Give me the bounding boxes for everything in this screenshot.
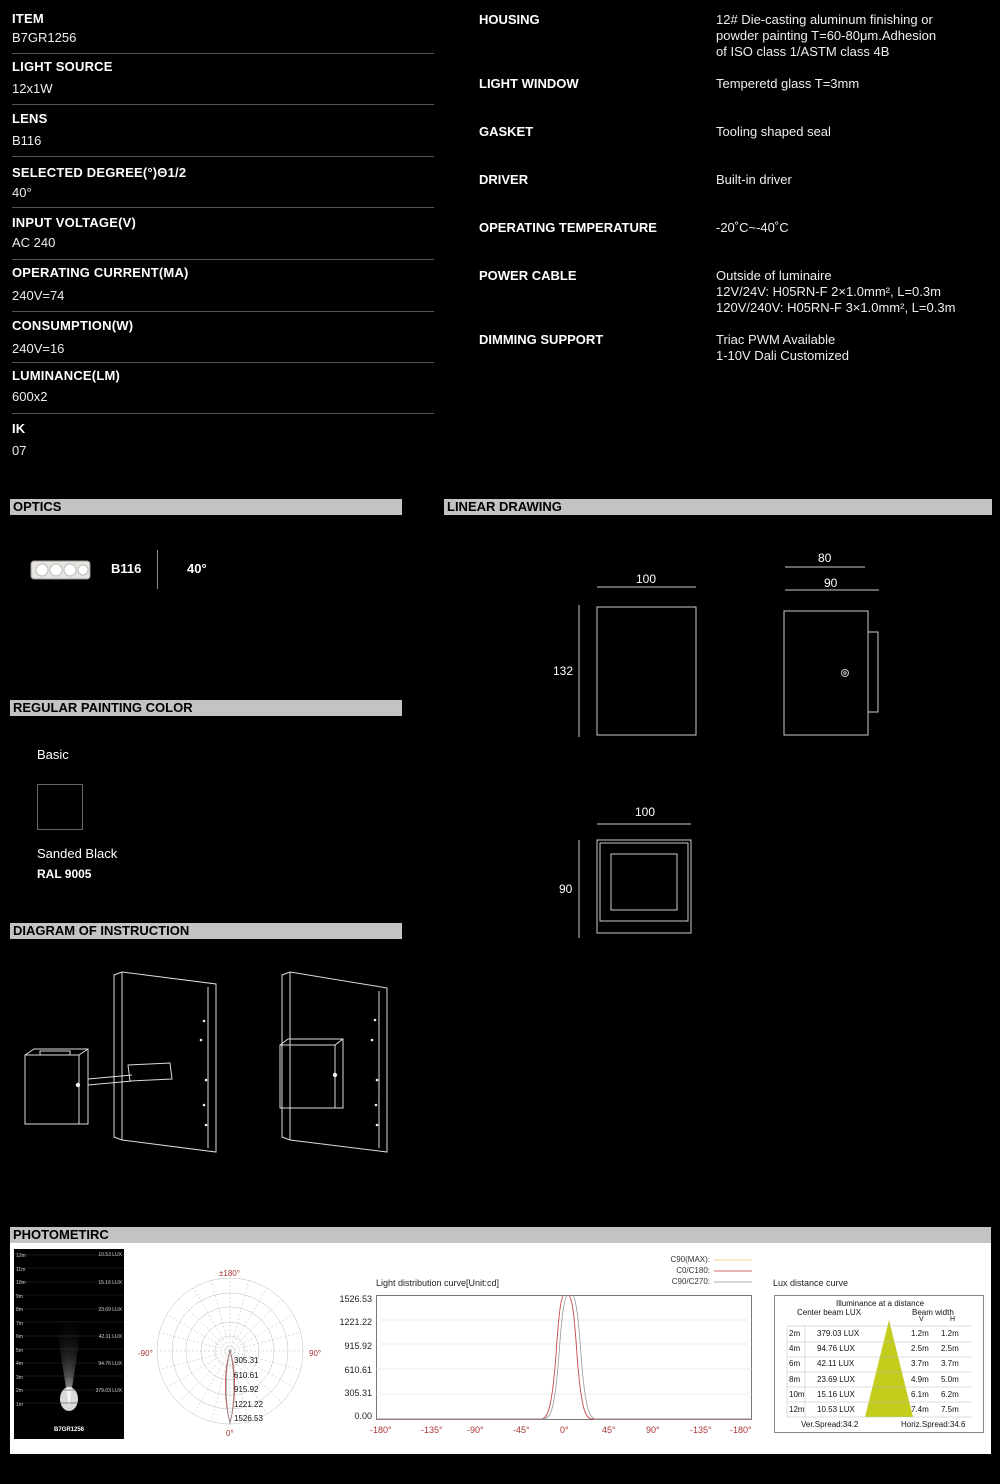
polar-spoke [178, 1299, 230, 1351]
photometric-section-title: PHOTOMETIRC [10, 1227, 991, 1243]
polar-label-bottom: 0° [226, 1429, 234, 1438]
polar-ring-label: 915.92 [234, 1385, 259, 1395]
polar-spoke [194, 1351, 231, 1414]
painting-color-name: Sanded Black [37, 846, 118, 861]
ver-spread: Ver.Spread:34.2 [801, 1420, 859, 1429]
lux-row-value: 10.53 LUX [817, 1405, 855, 1414]
lux-row-distance: 10m [789, 1389, 805, 1399]
spec-value: 240V=74 [12, 288, 65, 303]
y-tick: 0.00 [354, 1411, 372, 1421]
spec-item [12, 318, 434, 363]
distance-label: 4m [16, 1361, 23, 1367]
linear-drawing [540, 545, 900, 945]
polar-spoke [167, 1351, 230, 1388]
lux-row-beam-v: 6.1m [911, 1389, 929, 1399]
spec-value: 600x2 [12, 389, 48, 404]
lux-row-beam-v: 7.4m [911, 1405, 929, 1414]
installation-diagram [20, 965, 400, 1155]
polar-spoke [230, 1299, 282, 1351]
y-tick: 305.31 [344, 1388, 372, 1398]
polar-spoke [194, 1288, 231, 1351]
lux-row-beam-h: 2.5m [941, 1344, 959, 1354]
spec-item [12, 11, 434, 54]
lux-row-beam-v: 4.9m [911, 1374, 929, 1384]
lux-table-beam-header: Beam width [912, 1308, 954, 1317]
distance-label: 2m [16, 1388, 23, 1394]
lux-label: 94.76 LUX [98, 1361, 122, 1367]
dim-side-width-b: 90 [824, 576, 838, 590]
y-tick: 1526.53 [339, 1294, 372, 1304]
distance-panel [14, 1249, 124, 1439]
lux-table-h-header: H [950, 1316, 956, 1323]
polar-spoke [230, 1288, 267, 1351]
distance-label: 1m [16, 1401, 23, 1408]
driver-label: DRIVER [479, 172, 529, 187]
polar-label-left: -90° [138, 1349, 153, 1358]
driver-value: Built-in driver [716, 172, 792, 187]
lux-table [774, 1295, 984, 1433]
polar-spoke [211, 1280, 230, 1351]
spec-value: 07 [12, 443, 27, 458]
spec-item [12, 265, 434, 312]
polar-spoke [159, 1351, 230, 1370]
polar-ring-label: 610.61 [234, 1370, 259, 1380]
lux-label: 10.53 LUX [98, 1252, 122, 1258]
curve-title: Light distribution curve[Unit:cd] [376, 1278, 500, 1288]
spec-item [12, 59, 434, 105]
lux-row-distance: 8m [789, 1374, 801, 1384]
distance-label: 10m [16, 1280, 26, 1286]
light-window-label: LIGHT WINDOW [479, 76, 579, 91]
spec-item [12, 215, 434, 260]
lux-table-title: Lux distance curve [773, 1278, 849, 1288]
light-distribution-curve [376, 1295, 752, 1420]
x-tick: -90° [467, 1425, 484, 1435]
lux-row-beam-h: 3.7m [941, 1359, 959, 1369]
legend-item-c90max: C90(MAX): [670, 1255, 710, 1264]
lux-row-distance: 6m [789, 1359, 801, 1369]
spec-value: 12x1W [12, 81, 53, 96]
polar-spoke [230, 1332, 301, 1351]
y-tick: 915.92 [344, 1341, 372, 1351]
x-tick: 45° [602, 1425, 616, 1435]
spec-label: ITEM [12, 11, 44, 26]
distance-labels [16, 1250, 26, 1412]
painting-basic-label: Basic [37, 747, 69, 762]
distance-label: 3m [16, 1374, 23, 1381]
polar-diagram [150, 1275, 310, 1435]
spec-label: OPERATING CURRENT(MA) [12, 265, 189, 280]
lux-table-subtitle: Illuminance at a distance [835, 1299, 925, 1308]
spec-label: LENS [12, 111, 48, 126]
legend-swatches [712, 1256, 754, 1286]
spec-item [12, 368, 434, 414]
curve-legend [600, 1254, 710, 1287]
painting-color-section-title: REGULAR PAINTING COLOR [10, 700, 402, 716]
spec-item [12, 111, 434, 157]
lux-table-row [775, 1329, 985, 1344]
spec-value: 40° [12, 185, 32, 200]
gasket-value: Tooling shaped seal [716, 124, 831, 139]
lux-table-row [775, 1375, 985, 1390]
lux-table-row [775, 1405, 985, 1420]
x-tick: -180° [730, 1425, 752, 1435]
operating-temperature-label: OPERATING TEMPERATURE [479, 220, 657, 235]
spec-label: LUMINANCE(LM) [12, 368, 121, 383]
spec-value: B116 [12, 133, 42, 148]
lux-row-value: 42.11 LUX [817, 1359, 855, 1369]
polar-ring-label: 1221.22 [234, 1399, 263, 1409]
lux-table-row [775, 1390, 985, 1405]
color-swatch [37, 784, 83, 830]
spec-label: SELECTED DEGREE(°)Θ1/2 [12, 165, 187, 180]
lux-row-value: 23.69 LUX [817, 1374, 855, 1384]
lux-table-row [775, 1359, 985, 1374]
dim-bottom-width: 100 [635, 805, 656, 819]
polar-ring-labels [234, 1354, 263, 1427]
lux-row-beam-v: 2.5m [911, 1344, 929, 1354]
lux-row-distance: 2m [789, 1329, 801, 1338]
polar-label-right: 90° [309, 1349, 322, 1358]
y-tick: 1221.22 [339, 1317, 372, 1327]
spec-value: B7GR1256 [12, 30, 77, 45]
x-tick: 90° [646, 1425, 660, 1435]
lux-label: 23.69 LUX [98, 1307, 122, 1313]
spec-label: CONSUMPTION(W) [12, 318, 134, 333]
polar-spoke [230, 1280, 249, 1351]
distance-label: 8m [16, 1307, 23, 1313]
x-tick: -135° [690, 1425, 712, 1435]
spec-value: 240V=16 [12, 341, 65, 356]
operating-temperature-value: -20˚C~-40˚C [716, 220, 789, 235]
polar-spoke [167, 1315, 230, 1352]
dim-bottom-height: 90 [559, 882, 573, 896]
spec-label: INPUT VOLTAGE(V) [12, 215, 137, 230]
spec-item [12, 421, 434, 463]
polar-ring-label: 1526.53 [234, 1414, 263, 1424]
power-cable-label: POWER CABLE [479, 268, 577, 283]
dim-side-width-a: 80 [818, 551, 832, 565]
x-tick: 0° [560, 1425, 569, 1435]
lux-table-row [775, 1344, 985, 1359]
spec-value: AC 240 [12, 235, 56, 250]
lux-row-beam-h: 1.2m [941, 1329, 959, 1338]
spec-item [12, 165, 434, 208]
lens-icon [30, 558, 92, 582]
lux-row-value: 379.03 LUX [817, 1329, 860, 1338]
lux-label: 379.03 LUX [95, 1388, 122, 1394]
polar-label-top: ±180° [219, 1269, 240, 1278]
lux-row-value: 94.76 LUX [817, 1344, 855, 1354]
x-tick: -180° [370, 1425, 392, 1435]
horiz-spread: Horiz.Spread:34.6 [901, 1420, 966, 1429]
distance-label: 9m [16, 1293, 23, 1300]
lux-row-beam-h: 5.0m [941, 1374, 959, 1384]
lux-label: 42.11 LUX [98, 1334, 122, 1340]
lux-row-beam-h: 6.2m [941, 1389, 959, 1399]
instruction-section-title: DIAGRAM OF INSTRUCTION [10, 923, 402, 939]
optics-lens-name: B116 [111, 561, 142, 576]
polar-ring-label: 305.31 [234, 1356, 259, 1365]
lux-row-beam-v: 3.7m [911, 1359, 929, 1369]
housing-label: HOUSING [479, 12, 540, 27]
x-tick: -135° [421, 1425, 443, 1435]
spec-label: IK [12, 421, 26, 436]
optics-angle: 40° [187, 561, 207, 576]
dim-front-width: 100 [636, 572, 657, 586]
optics-divider [157, 550, 158, 589]
lux-row-beam-h: 7.5m [941, 1405, 959, 1414]
light-window-value: Temperetd glass T=3mm [716, 76, 860, 91]
legend-item-c90c270: C90/C270: [671, 1277, 710, 1286]
painting-ral-code: RAL 9005 [37, 867, 92, 881]
polar-spoke [178, 1351, 230, 1403]
dimming-support-label: DIMMING SUPPORT [479, 332, 604, 347]
housing-value: 12# Die-casting aluminum finishing or powder painting T=60-80μm.Adhesion of ISO class 1/ASTM class 4B [716, 12, 937, 59]
linear-drawing-section-title: LINEAR DRAWING [444, 499, 992, 515]
polar-spoke [159, 1332, 230, 1351]
optics-section-title: OPTICS [10, 499, 402, 515]
distance-label: 6m [16, 1334, 23, 1340]
legend-item-c0c180: C0/C180: [676, 1266, 710, 1275]
lux-row-beam-v: 1.2m [911, 1329, 929, 1338]
lux-row-distance: 12m [789, 1405, 805, 1414]
polar-spoke [230, 1315, 293, 1352]
distance-label: 7m [16, 1320, 23, 1327]
distance-label: 11m [16, 1266, 26, 1273]
gasket-label: GASKET [479, 124, 534, 139]
distance-label: 12m [16, 1253, 26, 1259]
dim-front-height: 132 [553, 664, 574, 678]
dimming-support-value: Triac PWM Available 1-10V Dali Customized [716, 332, 849, 363]
lux-label: 15.16 LUX [98, 1280, 122, 1286]
x-tick: -45° [513, 1425, 530, 1435]
power-cable-value: Outside of luminaire 12V/24V: H05RN-F 2×1.0mm², L=0.3m 120V/240V: H05RN-F 3×1.0mm², L=0.3m [716, 268, 956, 315]
distance-panel-model: B7GR1256 [53, 1427, 85, 1433]
lux-row-value: 15.16 LUX [817, 1389, 855, 1399]
distance-label: 5m [16, 1347, 23, 1354]
lux-table-v-header: V [919, 1316, 924, 1323]
y-tick: 610.61 [344, 1365, 372, 1375]
lux-table-center-header: Center beam LUX [797, 1308, 862, 1317]
spec-label: LIGHT SOURCE [12, 59, 113, 74]
lux-row-distance: 4m [789, 1344, 801, 1354]
